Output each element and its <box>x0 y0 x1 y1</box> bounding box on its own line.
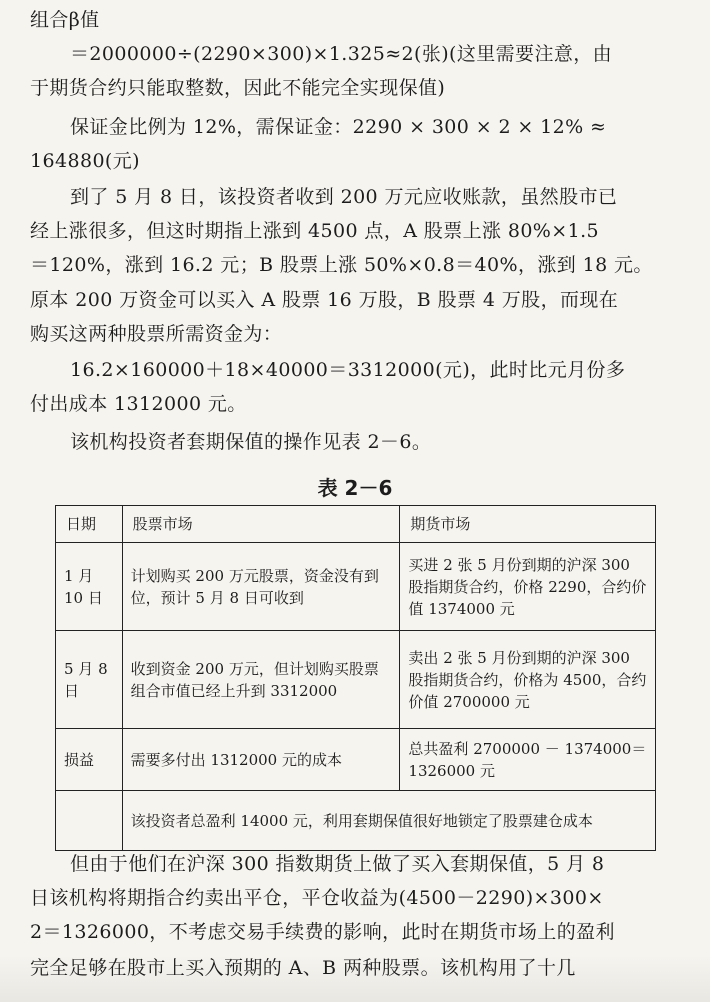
table-caption: 表 2－6 <box>317 476 393 500</box>
text-line: 完全足够在股市上买入预期的 A、B 两种股票。该机构用了十几 <box>30 957 576 979</box>
text-line: 付出成本 1312000 元。 <box>30 393 247 415</box>
summary-blank <box>56 791 123 851</box>
text-line: 到了 5 月 8 日，该投资者收到 200 万元应收账款，虽然股市已 <box>70 186 618 208</box>
text-line: 日该机构将期指合约卖出平仓，平仓收益为(4500－2290)×300× <box>30 887 604 909</box>
row-date: 5 月 8 日 <box>56 631 123 729</box>
text-line: ＝2000000÷(2290×300)×1.325≈2(张)(这里需要注意，由 <box>70 43 613 65</box>
text-line: 购买这两种股票所需资金为： <box>30 323 283 345</box>
row-date: 1 月 10 日 <box>56 543 123 631</box>
row-stock: 需要多付出 1312000 元的成本 <box>122 729 400 791</box>
table-row <box>56 631 656 729</box>
row-stock: 计划购买 200 万元股票，资金没有到位，预计 5 月 8 日可收到 <box>122 543 400 631</box>
hedging-table <box>55 505 656 851</box>
text-line: 但由于他们在沪深 300 指数期货上做了买入套期保值，5 月 8 <box>70 853 605 875</box>
table-row <box>56 543 656 631</box>
table-header-row <box>56 506 656 543</box>
row-date: 损益 <box>56 729 123 791</box>
header-stock-market: 股票市场 <box>122 506 400 543</box>
text-line: 于期货合约只能取整数，因此不能完全实现保值) <box>30 77 446 99</box>
text-line: 164880(元) <box>30 150 140 172</box>
header-futures-market: 期货市场 <box>400 506 656 543</box>
text-line: 保证金比例为 12%，需保证金：2290 × 300 × 2 × 12% ≈ <box>70 116 607 138</box>
text-line: 原本 200 万资金可以买入 A 股票 16 万股，B 股票 4 万股，而现在 <box>30 289 619 311</box>
text-line: 该机构投资者套期保值的操作见表 2－6。 <box>70 431 432 453</box>
summary-cell: 该投资者总盈利 14000 元，利用套期保值很好地锁定了股票建仓成本 <box>122 791 655 851</box>
row-futures: 卖出 2 张 5 月份到期的沪深 300 股指期货合约，价格为 4500，合约价值 2700000 元 <box>400 631 656 729</box>
text-line: ＝120%，涨到 16.2 元；B 股票上涨 50%×0.8＝40%，涨到 18 元。 <box>30 254 653 276</box>
table-summary-row <box>56 791 656 851</box>
row-futures: 总共盈利 2700000 － 1374000＝1326000 元 <box>400 729 656 791</box>
text-line: 组合β值 <box>30 9 100 31</box>
text-line: 2＝1326000，不考虑交易手续费的影响，此时在期货市场上的盈利 <box>30 921 615 943</box>
text-line: 经上涨很多，但这时期指上涨到 4500 点，A 股票上涨 80%×1.5 <box>30 220 600 242</box>
text-line: 16.2×160000＋18×40000＝3312000(元)，此时比元月份多 <box>70 359 626 381</box>
header-date: 日期 <box>56 506 123 543</box>
row-futures: 买进 2 张 5 月份到期的沪深 300 股指期货合约，价格 2290，合约价值 1374000 元 <box>400 543 656 631</box>
row-stock: 收到资金 200 万元，但计划购买股票组合市值已经上升到 3312000 <box>122 631 400 729</box>
table-row <box>56 729 656 791</box>
